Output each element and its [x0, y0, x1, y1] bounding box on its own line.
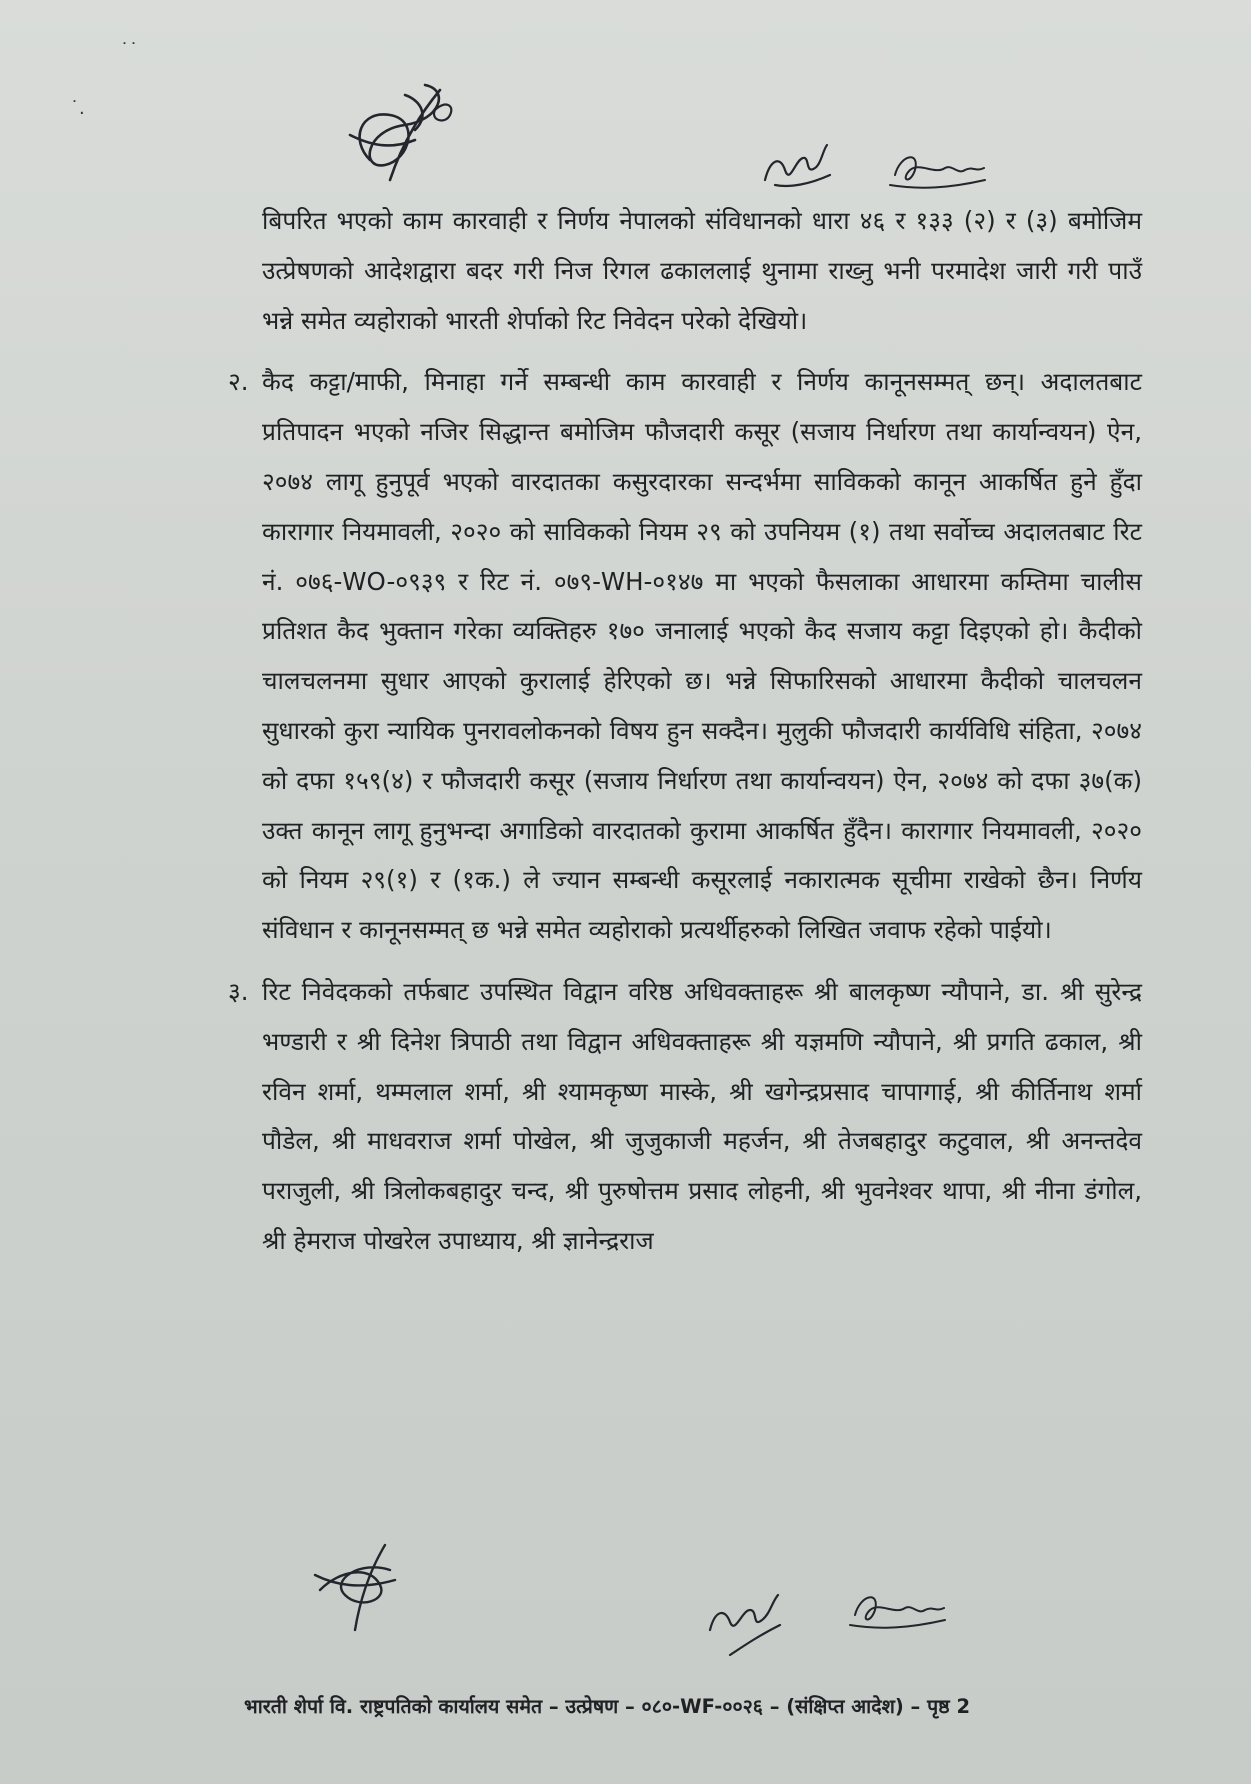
- signature-bottom-left: [300, 1530, 430, 1640]
- paragraph-3: रिट निवेदकको तर्फबाट उपस्थित विद्वान वरिष्ठ अधिवक्ताहरू श्री बालकृष्ण न्यौपाने, डा. श्री सुरेन्द्र भण्डारी र श्री दिनेश त्रिपाठी तथा विद्वान अधिवक्ताहरू श्री यज्ञमणि न्यौपाने, श्री प्रगति ढकाल, श्री रविन शर्मा, थम्मलाल शर्मा, श्री श्यामकृष्ण मास्के, श्री खगेन्द्रप्रसाद चापागाई, श्री कीर्तिनाथ शर्मा पौडेल, श्री माधवराज शर्मा पोखेल, श्री जुजुकाजी महर्जन, श्री तेजबहादुर कटुवाल, श्री अनन्तदेव पराजुली, श्री त्रिलोकबहादुर चन्द, श्री पुरुषोत्तम प्रसाद लोहनी, श्री भुवनेश्वर थापा, श्री नीना डंगोल, श्री हेमराज पोखरेल उपाध्याय, श्री ज्ञानेन्द्रराज: [262, 976, 1142, 1255]
- paragraph-2-number: २.: [228, 367, 249, 397]
- signature-bottom-middle: [700, 1580, 790, 1660]
- order-body: [228, 196, 1142, 1266]
- paragraph-2: कैद कट्टा/माफी, मिनाहा गर्ने सम्बन्धी काम कारवाही र निर्णय कानूनसम्मत् छन्। अदालतबाट प्रतिपादन भएको नजिर सिद्धान्त बमोजिम फौजदारी कसूर (सजाय निर्धारण तथा कार्यान्वयन) ऐन, २०७४ लागू हुनुपूर्व भएको वारदातका कसुरदारका सन्दर्भमा साविकको कानून आकर्षित हुने हुँदा कारागार नियमावली, २०२० को साविकको नियम २९ को उपनियम (१) तथा सर्वोच्च अदालतबाट रिट नं. ०७६-WO-०९३९ र रिट नं. ०७९-WH-०१४७ मा भएको फैसलाका आधारमा कम्तिमा चालीस प्रतिशत कैद भुक्तान गरेका व्यक्तिहरु १७० जनालाई भएको कैद सजाय कट्टा दिइएको हो। कैदीको चालचलनमा सुधार आएको कुरालाई हेरिएको छ। भन्ने सिफारिसको आधारमा कैदीको चालचलन सुधारको कुरा न्यायिक पुनरावलोकनको विषय हुन सक्दैन। मुलुकी फौजदारी कार्यविधि संहिता, २०७४ को दफा १५९(४) र फौजदारी कसूर (सजाय निर्धारण तथा कार्यान्वयन) ऐन, २०७४ को दफा ३७(क) उक्त कानून लागू हुनुभन्दा अगाडिको वारदातको कुरामा आकर्षित हुँदैन। कारागार नियमावली, २०२० को नियम २९(१) र (१क.) ले ज्यान सम्बन्धी कसूरलाई नकारात्मक सूचीमा राखेको छैन। निर्णय संविधान र कानूनसम्मत् छ भन्ने समेत व्यहोराको प्रत्यर्थीहरुको लिखित जवाफ रहेको पाईयो।: [262, 367, 1142, 945]
- paragraph-1: बिपरित भएको काम कारवाही र निर्णय नेपालको संविधानको धारा ४६ र १३३ (२) र (३) बमोजिम उत्प्रेषणको आदेशद्वारा बदर गरी निज रिगल ढकाललाई थुनामा राख्नु भनी परमादेश जारी गरी पाउँ भन्ने समेत व्यहोराको भारती शेर्पाको रिट निवेदन परेको देखियो।: [262, 206, 1142, 335]
- signature-top-right: [880, 140, 990, 200]
- paper-speck: ˙˙: [120, 40, 138, 61]
- signature-bottom-right: [840, 1580, 950, 1640]
- page-footer: भारती शेर्पा वि. राष्ट्रपतिको कार्यालय समेत – उत्प्रेषण – ०८०-WF-००२६ – (संक्षिप्त आदेश) – पृष्ठ 2: [244, 1695, 971, 1718]
- paragraph-3-block: [228, 967, 1142, 1266]
- paragraph-3-number: ३.: [228, 976, 249, 1006]
- signature-top-middle: [755, 130, 835, 200]
- paragraph-2-block: [228, 357, 1142, 955]
- paper-speck: ˙.: [70, 98, 85, 119]
